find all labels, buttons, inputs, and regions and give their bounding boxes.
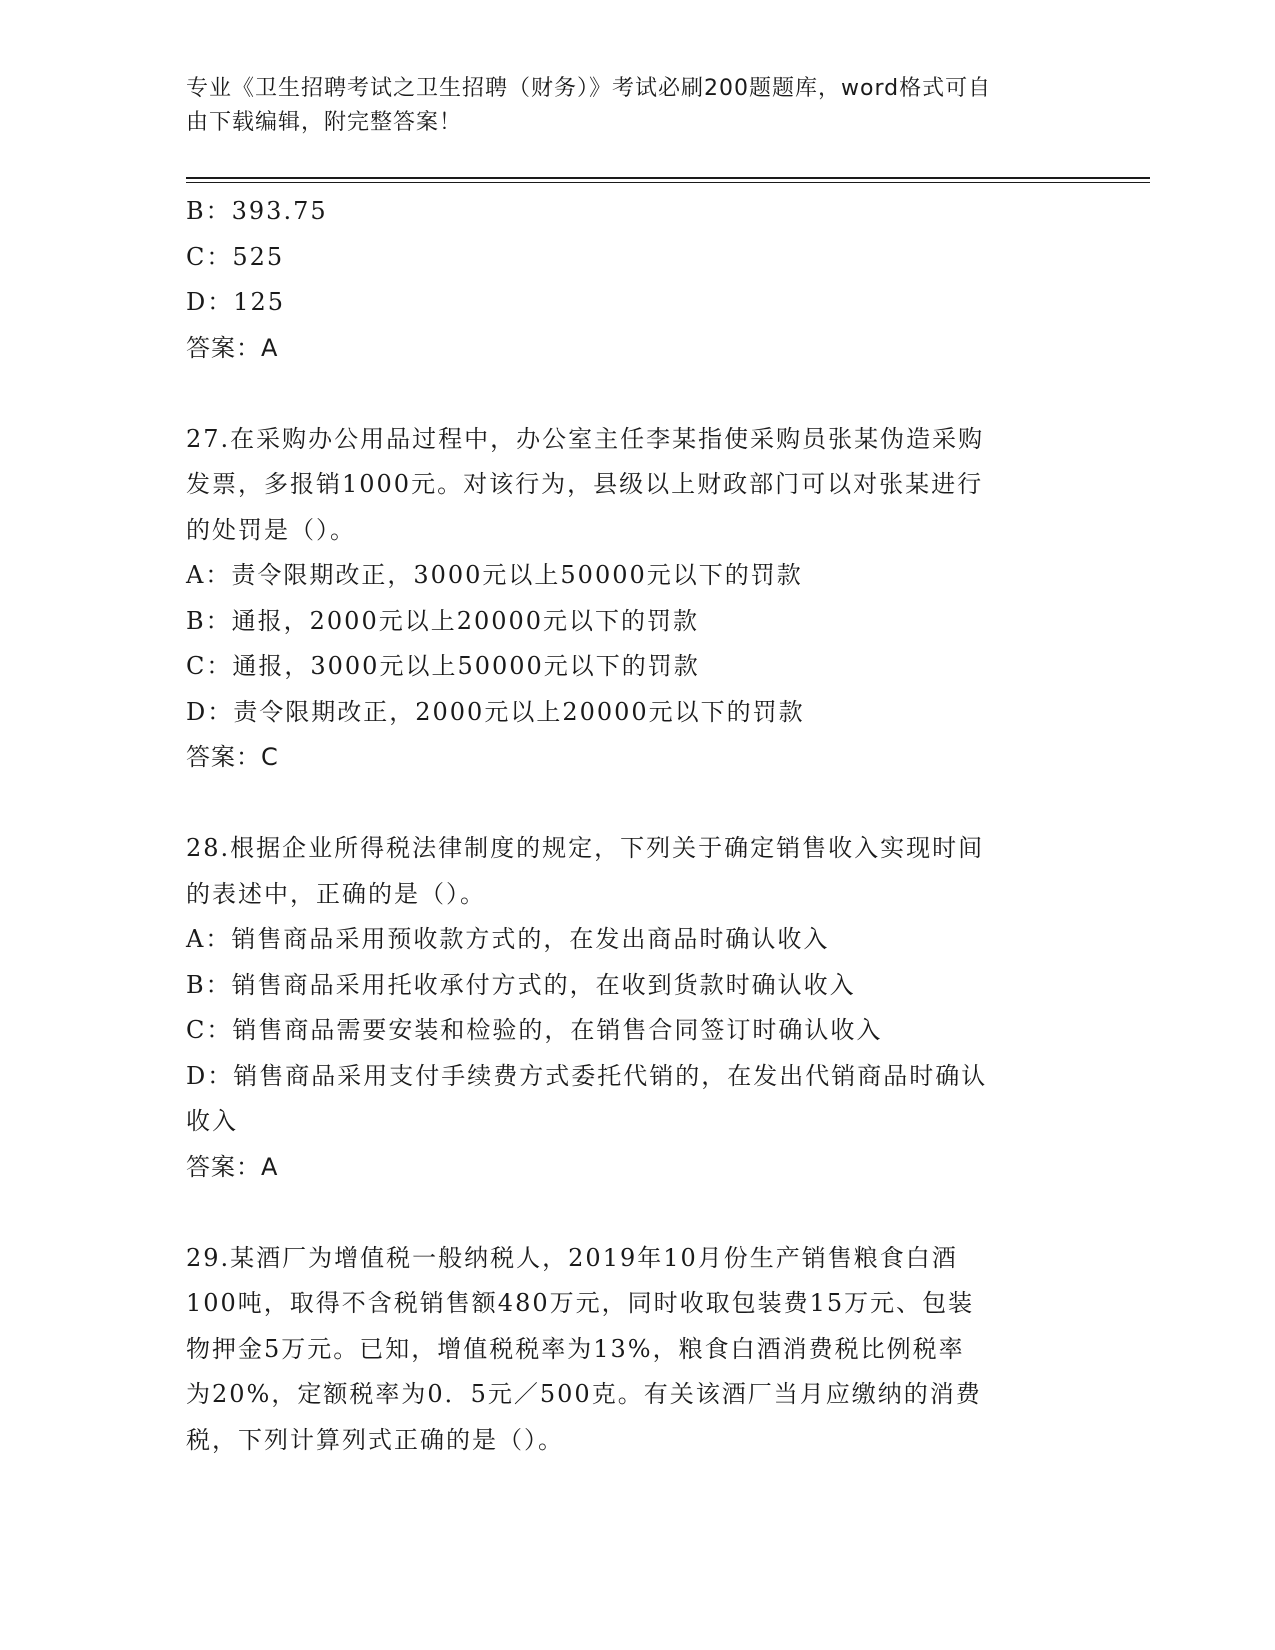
- option-a: A：销售商品采用预收款方式的，在发出商品时确认收入: [186, 925, 830, 953]
- question-stem-line: 27.在采购办公用品过程中，办公室主任李某指使采购员张某伪造采购: [186, 424, 985, 453]
- question-stem-line: 的表述中，正确的是（）。: [186, 879, 486, 908]
- option-d: D：125: [186, 288, 286, 316]
- question-stem-line: 发票，多报销1000元。对该行为，县级以上财政部门可以对张某进行: [186, 470, 984, 498]
- question-stem-line: 的处罚是（）。: [186, 515, 356, 544]
- spacer: [186, 371, 1086, 417]
- page-header: [186, 72, 1066, 140]
- question-stem-line: 物押金5万元。已知，增值税税率为13%，粮食白酒消费税比例税率: [186, 1334, 965, 1363]
- question-stem-line: 为20%，定额税率为0．5元／500克。有关该酒厂当月应缴纳的消费: [186, 1380, 982, 1408]
- spacer: [186, 781, 1086, 827]
- option-c: C：525: [186, 242, 285, 271]
- question-stem-line: 100吨，取得不含税销售额480万元，同时收取包装费15万元、包装: [186, 1289, 975, 1317]
- header-rule-thin: [186, 182, 1150, 183]
- question-stem-line: 税，下列计算列式正确的是（）。: [186, 1425, 564, 1454]
- option-b: B：销售商品采用托收承付方式的，在收到货款时确认收入: [186, 970, 856, 999]
- answer-line: 答案：C: [186, 743, 279, 771]
- option-a: A：责令限期改正，3000元以上50000元以下的罚款: [186, 561, 803, 589]
- header-line-2: 由下载编辑，附完整答案！: [186, 110, 463, 135]
- option-b: B：通报，2000元以上20000元以下的罚款: [186, 606, 700, 635]
- question-27: [186, 417, 1086, 781]
- question-29: [186, 1236, 1086, 1464]
- answer-line: 答案：A: [186, 333, 279, 362]
- spacer: [186, 1190, 1086, 1236]
- header-line-1: 专业《卫生招聘考试之卫生招聘（财务）》考试必刷200题题库，word格式可自: [186, 76, 992, 101]
- option-d-continued: 收入: [186, 1107, 238, 1135]
- option-b: B：393.75: [186, 197, 328, 225]
- header-rule-thick: [186, 177, 1150, 179]
- question-28: [186, 826, 1086, 1190]
- question-content: [186, 189, 1086, 1463]
- option-c: C：通报，3000元以上50000元以下的罚款: [186, 652, 700, 680]
- answer-line: 答案：A: [186, 1152, 279, 1181]
- question-26-tail: [186, 189, 1086, 371]
- option-c: C：销售商品需要安装和检验的，在销售合同签订时确认收入: [186, 1016, 883, 1044]
- option-d: D：责令限期改正，2000元以上20000元以下的罚款: [186, 697, 805, 726]
- question-stem-line: 29.某酒厂为增值税一般纳税人，2019年10月份生产销售粮食白酒: [186, 1243, 958, 1272]
- question-stem-line: 28.根据企业所得税法律制度的规定，下列关于确定销售收入实现时间: [186, 834, 985, 862]
- option-d: D：销售商品采用支付手续费方式委托代销的，在发出代销商品时确认: [186, 1061, 988, 1090]
